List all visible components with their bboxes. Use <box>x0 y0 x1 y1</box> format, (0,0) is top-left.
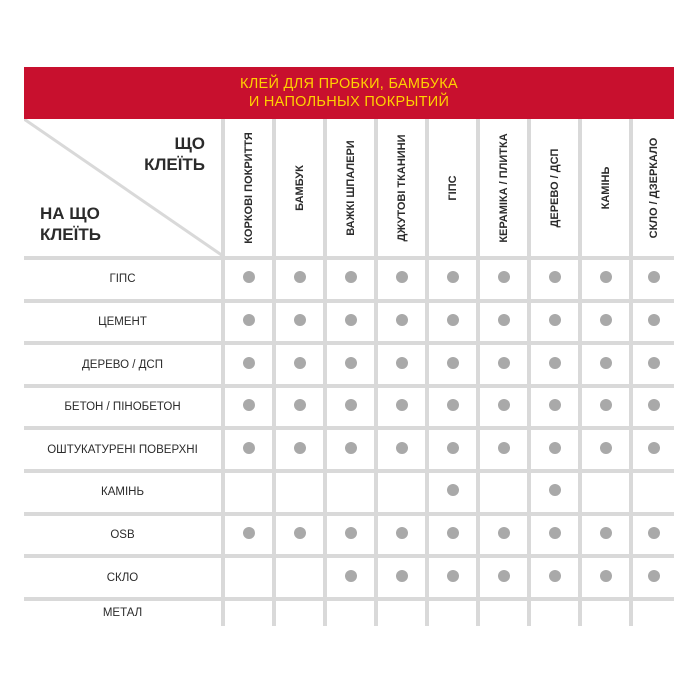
table-cell <box>427 556 478 599</box>
compatible-dot-icon <box>600 570 612 582</box>
table-cell <box>631 556 674 599</box>
compatible-dot-icon <box>549 357 561 369</box>
table-cell <box>376 343 427 386</box>
compatible-dot-icon <box>600 357 612 369</box>
compatible-dot-icon <box>600 399 612 411</box>
column-header-label: КАМІНЬ <box>599 166 612 209</box>
column-header-label: ВАЖКІ ШПАЛЕРИ <box>344 139 357 236</box>
table-cell <box>274 301 325 344</box>
compatibility-chart <box>24 67 674 626</box>
compatible-dot-icon <box>498 527 510 539</box>
row-label: СКЛО <box>24 556 223 599</box>
compatible-dot-icon <box>549 570 561 582</box>
table-cell <box>325 386 376 429</box>
column-header-label: СКЛО / ДЗЕРКАЛО <box>647 137 660 238</box>
table-cell <box>427 301 478 344</box>
compatible-dot-icon <box>498 357 510 369</box>
table-cell <box>223 258 274 301</box>
compatible-dot-icon <box>498 314 510 326</box>
table-cell <box>376 428 427 471</box>
table-cell <box>376 386 427 429</box>
compatible-dot-icon <box>345 442 357 454</box>
compatible-dot-icon <box>498 442 510 454</box>
corner-cell <box>24 119 223 258</box>
compatible-dot-icon <box>447 527 459 539</box>
table-cell <box>427 599 478 626</box>
table-cell <box>427 514 478 557</box>
table-cell <box>376 599 427 626</box>
table-cell <box>478 301 529 344</box>
compatible-dot-icon <box>447 484 459 496</box>
compatible-dot-icon <box>243 399 255 411</box>
compatible-dot-icon <box>648 314 660 326</box>
column-header <box>223 119 274 258</box>
table-cell <box>376 471 427 514</box>
compatible-dot-icon <box>447 399 459 411</box>
compatible-dot-icon <box>243 357 255 369</box>
column-header <box>478 119 529 258</box>
compatible-dot-icon <box>498 570 510 582</box>
compatible-dot-icon <box>345 271 357 283</box>
compatible-dot-icon <box>243 314 255 326</box>
table-cell <box>427 471 478 514</box>
table-cell <box>325 428 376 471</box>
table-cell <box>529 258 580 301</box>
compatible-dot-icon <box>447 442 459 454</box>
compatible-dot-icon <box>549 271 561 283</box>
table-cell <box>325 471 376 514</box>
table-cell <box>274 471 325 514</box>
on-what-glues-line-2: КЛЕЇТЬ <box>40 225 101 244</box>
table-cell <box>223 471 274 514</box>
table-cell <box>529 514 580 557</box>
compatible-dot-icon <box>447 271 459 283</box>
table-cell <box>478 471 529 514</box>
row-label: МЕТАЛ <box>24 599 223 626</box>
table-cell <box>223 386 274 429</box>
column-header <box>376 119 427 258</box>
table-cell <box>529 599 580 626</box>
compatible-dot-icon <box>396 271 408 283</box>
table-cell <box>274 599 325 626</box>
row-label: OSB <box>24 514 223 557</box>
table-cell <box>478 556 529 599</box>
table-cell <box>529 556 580 599</box>
column-header <box>529 119 580 258</box>
table-cell <box>274 556 325 599</box>
table-cell <box>580 301 631 344</box>
table-cell <box>376 301 427 344</box>
compatible-dot-icon <box>345 527 357 539</box>
table-body <box>24 258 674 626</box>
compatible-dot-icon <box>648 442 660 454</box>
what-glues-line-1: ЩО <box>174 134 205 153</box>
compatible-dot-icon <box>648 399 660 411</box>
table-cell <box>529 301 580 344</box>
table-cell <box>223 301 274 344</box>
compatible-dot-icon <box>345 314 357 326</box>
compatible-dot-icon <box>345 399 357 411</box>
table-cell <box>325 258 376 301</box>
table-row <box>24 343 674 386</box>
compatible-dot-icon <box>294 442 306 454</box>
row-label: ДЕРЕВО / ДСП <box>24 343 223 386</box>
compatible-dot-icon <box>294 357 306 369</box>
row-label: ОШТУКАТУРЕНІ ПОВЕРХНІ <box>24 428 223 471</box>
table-cell <box>580 514 631 557</box>
compatible-dot-icon <box>396 570 408 582</box>
compatible-dot-icon <box>600 442 612 454</box>
table-cell <box>427 386 478 429</box>
table-cell <box>223 428 274 471</box>
compatible-dot-icon <box>396 399 408 411</box>
table-cell <box>427 258 478 301</box>
table-cell <box>427 428 478 471</box>
compatible-dot-icon <box>294 271 306 283</box>
table-cell <box>631 386 674 429</box>
column-header-label: ГІПС <box>446 174 459 201</box>
what-glues-label <box>144 133 205 175</box>
compatible-dot-icon <box>447 357 459 369</box>
table-cell <box>580 428 631 471</box>
compatible-dot-icon <box>600 527 612 539</box>
table-cell <box>529 343 580 386</box>
column-header-label: КОРКОВІ ПОКРИТТЯ <box>242 131 255 244</box>
table-cell <box>631 301 674 344</box>
table-cell <box>376 556 427 599</box>
table-cell <box>580 556 631 599</box>
table-cell <box>478 258 529 301</box>
on-what-glues-label <box>40 203 101 245</box>
compatible-dot-icon <box>294 399 306 411</box>
compatible-dot-icon <box>396 527 408 539</box>
table-cell <box>631 428 674 471</box>
compatible-dot-icon <box>243 527 255 539</box>
compatible-dot-icon <box>294 527 306 539</box>
compatible-dot-icon <box>600 314 612 326</box>
title-line-2: И НАПОЛЬНЫХ ПОКРЫТИЙ <box>248 94 450 110</box>
table-cell <box>325 556 376 599</box>
column-header-label: КЕРАМІКА / ПЛИТКА <box>497 132 510 243</box>
table-cell <box>580 471 631 514</box>
table-row <box>24 556 674 599</box>
table-row <box>24 301 674 344</box>
compatible-dot-icon <box>648 357 660 369</box>
compatible-dot-icon <box>447 570 459 582</box>
table-cell <box>325 343 376 386</box>
compatible-dot-icon <box>549 399 561 411</box>
compatible-dot-icon <box>243 271 255 283</box>
compatible-dot-icon <box>294 314 306 326</box>
table-cell <box>325 599 376 626</box>
compatible-dot-icon <box>549 484 561 496</box>
column-header <box>580 119 631 258</box>
compatibility-table <box>24 119 674 626</box>
column-header <box>325 119 376 258</box>
compatible-dot-icon <box>648 527 660 539</box>
row-label: ГІПС <box>24 258 223 301</box>
table-cell <box>478 599 529 626</box>
column-header <box>274 119 325 258</box>
row-label: ЦЕМЕНТ <box>24 301 223 344</box>
table-cell <box>274 514 325 557</box>
table-cell <box>529 428 580 471</box>
column-header <box>427 119 478 258</box>
row-label: КАМІНЬ <box>24 471 223 514</box>
table-row <box>24 514 674 557</box>
table-cell <box>223 514 274 557</box>
title-line-1: КЛЕЙ ДЛЯ ПРОБКИ, БАМБУКА <box>239 76 459 92</box>
compatible-dot-icon <box>447 314 459 326</box>
table-cell <box>478 343 529 386</box>
table-cell <box>274 258 325 301</box>
table-cell <box>223 556 274 599</box>
column-header-label: ДЕРЕВО / ДСП <box>548 148 561 227</box>
compatible-dot-icon <box>345 357 357 369</box>
table-cell <box>274 386 325 429</box>
table-cell <box>274 428 325 471</box>
compatible-dot-icon <box>396 357 408 369</box>
table-cell <box>580 386 631 429</box>
compatible-dot-icon <box>243 442 255 454</box>
table-cell <box>478 428 529 471</box>
compatible-dot-icon <box>396 314 408 326</box>
table-row <box>24 471 674 514</box>
table-cell <box>274 343 325 386</box>
table-cell <box>376 258 427 301</box>
column-header-label: ДЖУТОВІ ТКАНИНИ <box>395 133 408 242</box>
table-cell <box>325 301 376 344</box>
on-what-glues-line-1: НА ЩО <box>40 204 100 223</box>
compatible-dot-icon <box>498 399 510 411</box>
column-header-label: БАМБУК <box>293 164 306 211</box>
table-cell <box>631 514 674 557</box>
header-row <box>24 119 674 258</box>
compatible-dot-icon <box>600 271 612 283</box>
what-glues-line-2: КЛЕЇТЬ <box>144 155 205 174</box>
table-cell <box>580 599 631 626</box>
table-cell <box>529 471 580 514</box>
table-cell <box>580 258 631 301</box>
table-cell <box>529 386 580 429</box>
table-cell <box>631 258 674 301</box>
compatible-dot-icon <box>498 271 510 283</box>
compatible-dot-icon <box>648 271 660 283</box>
table-cell <box>376 514 427 557</box>
table-cell <box>631 343 674 386</box>
table-row <box>24 599 674 626</box>
compatible-dot-icon <box>648 570 660 582</box>
compatible-dot-icon <box>549 527 561 539</box>
row-label: БЕТОН / ПІНОБЕТОН <box>24 386 223 429</box>
table-cell <box>631 599 674 626</box>
table-row <box>24 428 674 471</box>
compatible-dot-icon <box>549 442 561 454</box>
compatible-dot-icon <box>549 314 561 326</box>
table-cell <box>478 514 529 557</box>
table-cell <box>580 343 631 386</box>
table-cell <box>478 386 529 429</box>
table-row <box>24 386 674 429</box>
column-header <box>631 119 674 258</box>
table-cell <box>223 343 274 386</box>
table-row <box>24 258 674 301</box>
compatible-dot-icon <box>345 570 357 582</box>
table-cell <box>223 599 274 626</box>
compatible-dot-icon <box>396 442 408 454</box>
table-cell <box>325 514 376 557</box>
table-cell <box>631 471 674 514</box>
table-cell <box>427 343 478 386</box>
title-banner <box>24 67 674 119</box>
